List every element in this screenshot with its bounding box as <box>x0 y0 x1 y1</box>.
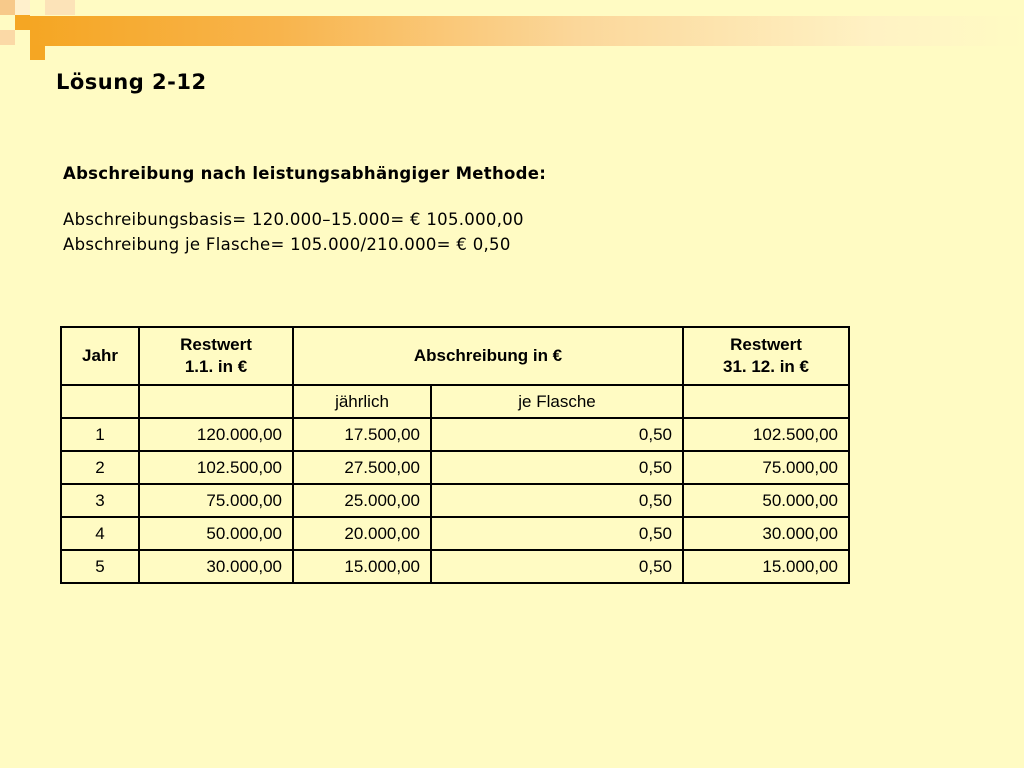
banner-square <box>15 0 30 15</box>
header-restwert-end-line2: 31. 12. in € <box>723 357 809 376</box>
cell-jaehrlich: 27.500,00 <box>293 451 431 484</box>
cell-jaehrlich: 15.000,00 <box>293 550 431 583</box>
basis-formula: Abschreibungsbasis= 120.000–15.000= € 105.000,00 <box>63 210 524 229</box>
cell-je-flasche: 0,50 <box>431 517 683 550</box>
table-subheader-row <box>61 385 849 418</box>
header-restwert-end-line1: Restwert <box>730 335 802 354</box>
empty-cell <box>139 385 293 418</box>
cell-jahr: 4 <box>61 517 139 550</box>
banner-square <box>0 0 15 15</box>
table-header-row <box>61 327 849 385</box>
cell-restwert-start: 50.000,00 <box>139 517 293 550</box>
cell-jahr: 2 <box>61 451 139 484</box>
table-row <box>61 517 849 550</box>
cell-restwert-end: 75.000,00 <box>683 451 849 484</box>
header-restwert-start <box>139 327 293 385</box>
section-subtitle: Abschreibung nach leistungsabhängiger Methode: <box>63 164 547 183</box>
page-title: Lösung 2-12 <box>56 70 207 94</box>
table-row <box>61 451 849 484</box>
table-row <box>61 418 849 451</box>
subheader-je-flasche: je Flasche <box>431 385 683 418</box>
cell-jaehrlich: 20.000,00 <box>293 517 431 550</box>
decorative-banner <box>0 0 1024 56</box>
banner-square <box>15 15 30 30</box>
subheader-jaehrlich: jährlich <box>293 385 431 418</box>
cell-restwert-end: 50.000,00 <box>683 484 849 517</box>
cell-je-flasche: 0,50 <box>431 550 683 583</box>
cell-jahr: 5 <box>61 550 139 583</box>
cell-jaehrlich: 25.000,00 <box>293 484 431 517</box>
banner-square <box>30 45 45 60</box>
cell-jahr: 3 <box>61 484 139 517</box>
cell-restwert-start: 102.500,00 <box>139 451 293 484</box>
table-row <box>61 484 849 517</box>
cell-restwert-start: 75.000,00 <box>139 484 293 517</box>
cell-jahr: 1 <box>61 418 139 451</box>
cell-restwert-end: 30.000,00 <box>683 517 849 550</box>
header-abschreibung: Abschreibung in € <box>293 327 683 385</box>
empty-cell <box>683 385 849 418</box>
banner-gradient-bar <box>30 16 1024 46</box>
header-jahr: Jahr <box>61 327 139 385</box>
banner-square <box>45 0 75 15</box>
cell-je-flasche: 0,50 <box>431 484 683 517</box>
cell-restwert-start: 120.000,00 <box>139 418 293 451</box>
cell-restwert-end: 102.500,00 <box>683 418 849 451</box>
cell-restwert-start: 30.000,00 <box>139 550 293 583</box>
header-restwert-end <box>683 327 849 385</box>
cell-restwert-end: 15.000,00 <box>683 550 849 583</box>
banner-square <box>0 30 15 45</box>
cell-jaehrlich: 17.500,00 <box>293 418 431 451</box>
cell-je-flasche: 0,50 <box>431 451 683 484</box>
depreciation-table <box>60 326 850 584</box>
empty-cell <box>61 385 139 418</box>
per-bottle-formula: Abschreibung je Flasche= 105.000/210.000= € 0,50 <box>63 235 511 254</box>
table-row <box>61 550 849 583</box>
header-restwert-start-line2: 1.1. in € <box>184 357 248 376</box>
cell-je-flasche: 0,50 <box>431 418 683 451</box>
header-restwert-start-line1: Restwert <box>180 335 252 354</box>
